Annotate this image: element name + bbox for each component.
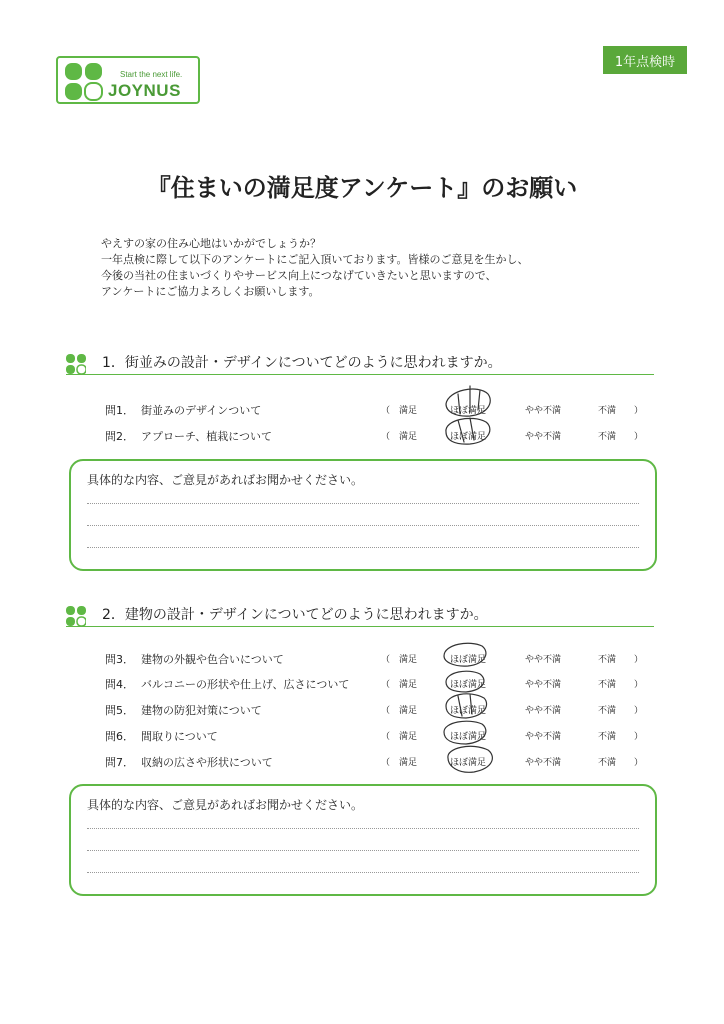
question-row	[105, 651, 645, 667]
clover-bullet-icon	[66, 354, 86, 374]
option-dissatisfied[interactable]: 不満 ）	[598, 680, 644, 690]
section-1-heading	[66, 352, 654, 375]
intro-line: 今後の当社の住まいづくりやサービス向上につなげていきたいと思いますので、	[101, 269, 497, 282]
option-dissatisfied[interactable]: 不満 ）	[598, 758, 644, 768]
question-text: 間取りについて	[141, 730, 218, 743]
question-number: 問1．	[105, 404, 134, 417]
page-title: 『住まいの満足度アンケート』のお願い	[146, 174, 578, 202]
section-title: 1．街並みの設計・デザインについてどのように思われますか。	[102, 355, 502, 371]
question-row	[105, 402, 645, 418]
question-text: 収納の広さや形状について	[141, 756, 273, 769]
question-number: 問6．	[105, 730, 134, 743]
option-satisfied[interactable]: （ 満足	[381, 406, 418, 416]
question-row	[105, 676, 645, 692]
comment-line	[87, 828, 639, 829]
comment-line	[87, 547, 639, 548]
option-satisfied[interactable]: （ 満足	[381, 680, 418, 690]
intro-line: やえすの家の住み心地はいかがでしょうか？	[101, 237, 321, 250]
option-somewhat-dissatisfied[interactable]: やや不満	[525, 680, 562, 690]
comment-label: 具体的な内容、ご意見があればお聞かせください。	[87, 798, 364, 812]
option-mostly-satisfied[interactable]: ほぼ満足	[450, 680, 487, 690]
inspection-badge: 1年点検時	[603, 46, 687, 74]
question-text: 建物の外観や色合いについて	[141, 653, 284, 666]
comment-line	[87, 850, 639, 851]
option-mostly-satisfied[interactable]: ほぼ満足	[450, 758, 487, 768]
section-title: 2．建物の設計・デザインについてどのように思われますか。	[102, 607, 488, 623]
joynus-logo	[56, 56, 200, 104]
question-text: 建物の防犯対策について	[141, 704, 262, 717]
option-satisfied[interactable]: （ 満足	[381, 655, 418, 665]
option-somewhat-dissatisfied[interactable]: やや不満	[525, 406, 562, 416]
option-somewhat-dissatisfied[interactable]: やや不満	[525, 732, 562, 742]
question-number: 問5．	[105, 704, 134, 717]
option-satisfied[interactable]: （ 満足	[381, 706, 418, 716]
question-row	[105, 754, 645, 770]
logo-brand: JOYNUS	[108, 81, 181, 100]
option-dissatisfied[interactable]: 不満 ）	[598, 706, 644, 716]
option-mostly-satisfied[interactable]: ほぼ満足	[450, 706, 487, 716]
comment-line	[87, 872, 639, 873]
option-mostly-satisfied[interactable]: ほぼ満足	[450, 732, 487, 742]
option-satisfied[interactable]: （ 満足	[381, 432, 418, 442]
comment-box[interactable]	[69, 459, 657, 571]
comment-line	[87, 525, 639, 526]
section-2-heading	[66, 604, 654, 627]
intro-text	[101, 236, 661, 300]
option-dissatisfied[interactable]: 不満 ）	[598, 406, 644, 416]
option-somewhat-dissatisfied[interactable]: やや不満	[525, 432, 562, 442]
clover-bullet-icon	[66, 606, 86, 626]
option-satisfied[interactable]: （ 満足	[381, 732, 418, 742]
option-mostly-satisfied[interactable]: ほぼ満足	[450, 432, 487, 442]
logo-tagline: Start the next life.	[120, 70, 183, 79]
comment-line	[87, 503, 639, 504]
question-row	[105, 428, 645, 444]
question-row	[105, 728, 645, 744]
question-number: 問4．	[105, 678, 134, 691]
comment-box[interactable]	[69, 784, 657, 896]
clover-logo-icon	[64, 62, 104, 102]
option-dissatisfied[interactable]: 不満 ）	[598, 655, 644, 665]
option-somewhat-dissatisfied[interactable]: やや不満	[525, 758, 562, 768]
question-number: 問7．	[105, 756, 134, 769]
option-mostly-satisfied[interactable]: ほぼ満足	[450, 406, 487, 416]
question-text: バルコニーの形状や仕上げ、広さについて	[141, 678, 350, 691]
question-text: 街並みのデザインついて	[141, 404, 262, 417]
intro-line: アンケートにご協力よろしくお願いします。	[101, 285, 320, 298]
comment-label: 具体的な内容、ご意見があればお聞かせください。	[87, 473, 364, 487]
question-row	[105, 702, 645, 718]
intro-line: 一年点検に際して以下のアンケートにご記入頂いております。皆様のご意見を生かし、	[101, 253, 529, 266]
option-somewhat-dissatisfied[interactable]: やや不満	[525, 655, 562, 665]
option-satisfied[interactable]: （ 満足	[381, 758, 418, 768]
question-number: 問2．	[105, 430, 134, 443]
option-somewhat-dissatisfied[interactable]: やや不満	[525, 706, 562, 716]
question-text: アプローチ、植栽について	[141, 430, 273, 443]
option-mostly-satisfied[interactable]: ほぼ満足	[450, 655, 487, 665]
option-dissatisfied[interactable]: 不満 ）	[598, 732, 644, 742]
option-dissatisfied[interactable]: 不満 ）	[598, 432, 644, 442]
question-number: 問3．	[105, 653, 134, 666]
